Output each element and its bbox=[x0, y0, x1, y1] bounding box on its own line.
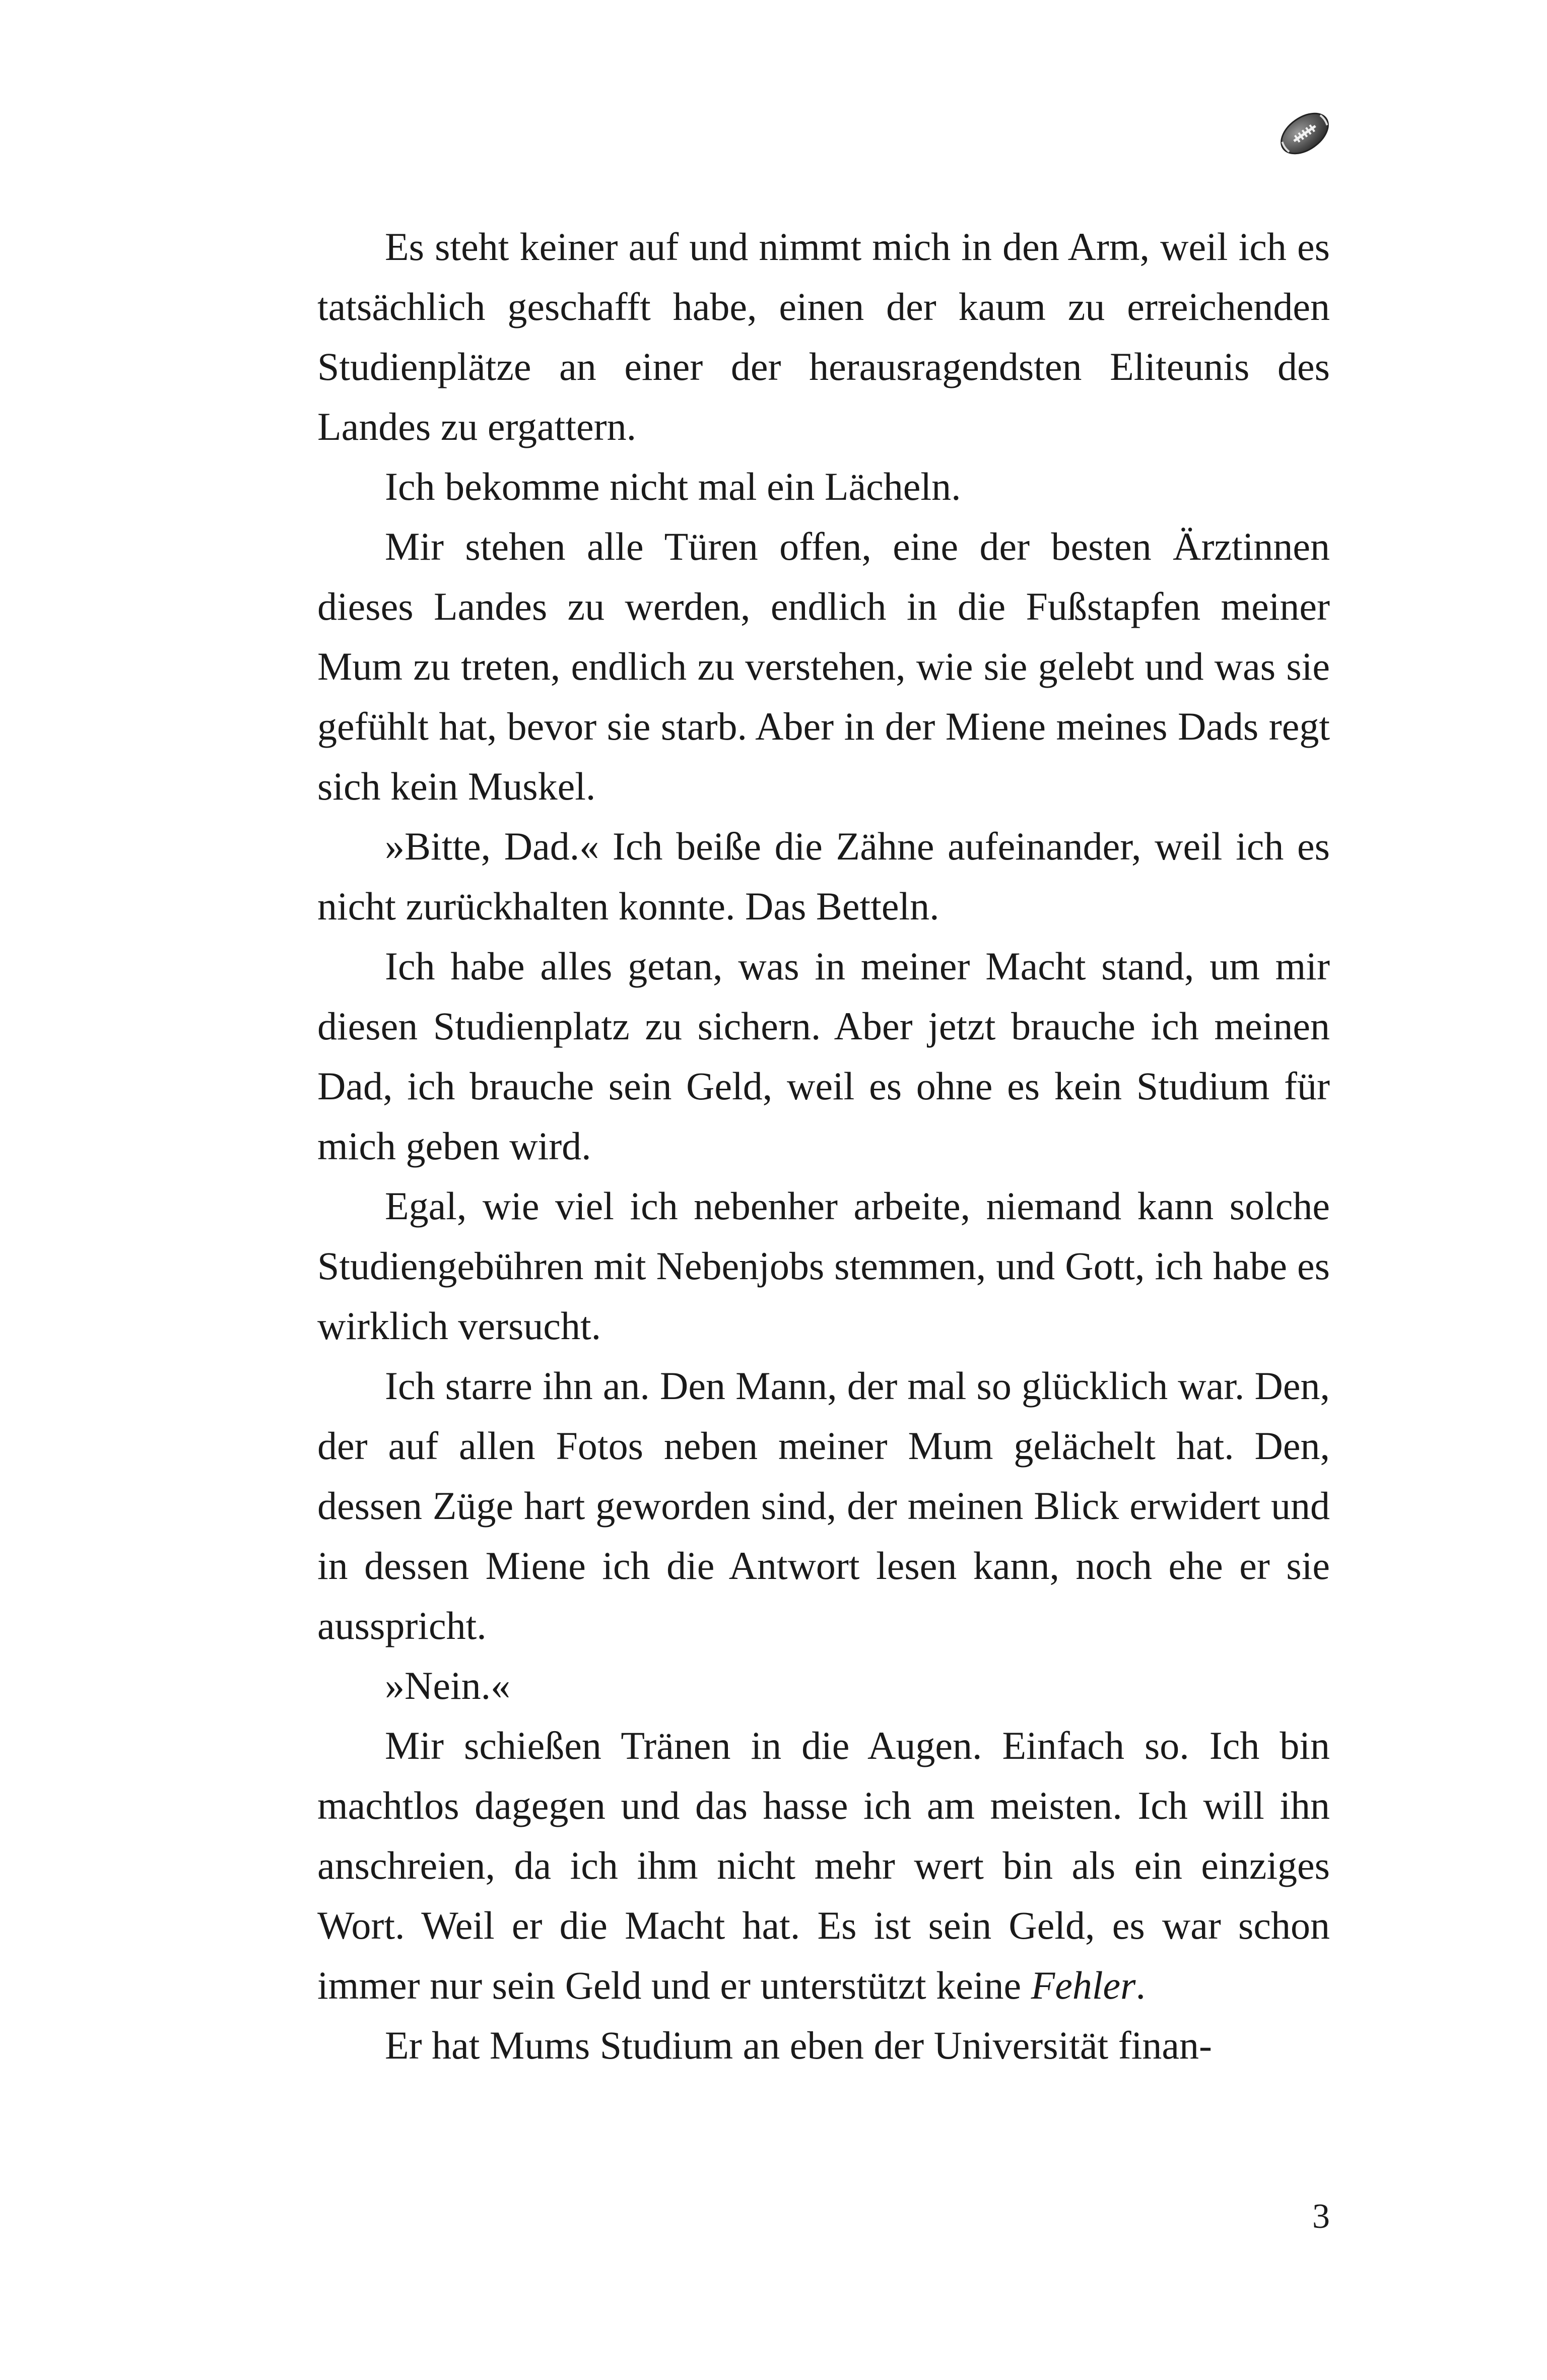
body-text bbox=[317, 217, 1330, 2075]
paragraph-7: Ich starre ihn an. Den Mann, der mal so glücklich war. Den, der auf allen Fotos neben meiner Mum gelächelt hat. Den, dessen Züge hart geworden sind, der meinen Blick erwidert und in dessen Miene ich die Antwort lesen kann, noch ehe er sie ausspricht. bbox=[317, 1364, 1330, 1647]
paragraph-9-text: Mir schießen Tränen in die Augen. Einfach so. Ich bin machtlos dagegen und das hasse ich am meisten. Ich will ihn anschreien, da ich ihm nicht mehr wert bin als ein einziges Wort. Weil er die Macht hat. Es ist sein Geld, es war schon immer nur sein Geld und er unterstützt keine bbox=[317, 1724, 1330, 2007]
paragraph-9-end: . bbox=[1135, 1963, 1146, 2007]
paragraph-10: Er hat Mums Studium an eben der Universität finan- bbox=[385, 2023, 1212, 2067]
paragraph-2: Ich bekomme nicht mal ein Lächeln. bbox=[385, 465, 961, 508]
paragraph-8: »Nein.« bbox=[385, 1664, 511, 1707]
football-icon-svg bbox=[1274, 103, 1335, 164]
paragraph-6: Egal, wie viel ich nebenher arbeite, niemand kann solche Studiengebühren mit Nebenjobs stemmen, und Gott, ich habe es wirklich versucht. bbox=[317, 1184, 1330, 1348]
paragraph-1: Es steht keiner auf und nimmt mich in den Arm, weil ich es tatsächlich geschafft habe, einen der kaum zu erreichenden Studienplätze an einer der herausragendsten Eliteunis des Landes zu ergattern. bbox=[317, 225, 1330, 448]
paragraph-5: Ich habe alles getan, was in meiner Macht stand, um mir diesen Studienplatz zu sichern. Aber jetzt brauche ich meinen Dad, ich brauche sein Geld, weil es ohne es kein Studium für mich geben wird. bbox=[317, 944, 1330, 1168]
emphasized-word: Fehler bbox=[1031, 1963, 1136, 2007]
paragraph-3: Mir stehen alle Türen offen, eine der besten Ärztinnen dieses Landes zu werden, endlich in die Fußstapfen meiner Mum zu treten, endlich zu verstehen, wie sie gelebt und was sie gefühlt hat, bevor sie starb. Aber in der Miene meines Dads regt sich kein Muskel. bbox=[317, 524, 1330, 808]
page-number: 3 bbox=[1312, 2197, 1330, 2236]
football-icon bbox=[1274, 103, 1335, 164]
paragraph-9 bbox=[317, 1715, 1330, 2015]
paragraph-4: »Bitte, Dad.« Ich beiße die Zähne aufeinander, weil ich es nicht zurückhalten konnte. Das Betteln. bbox=[317, 824, 1330, 928]
